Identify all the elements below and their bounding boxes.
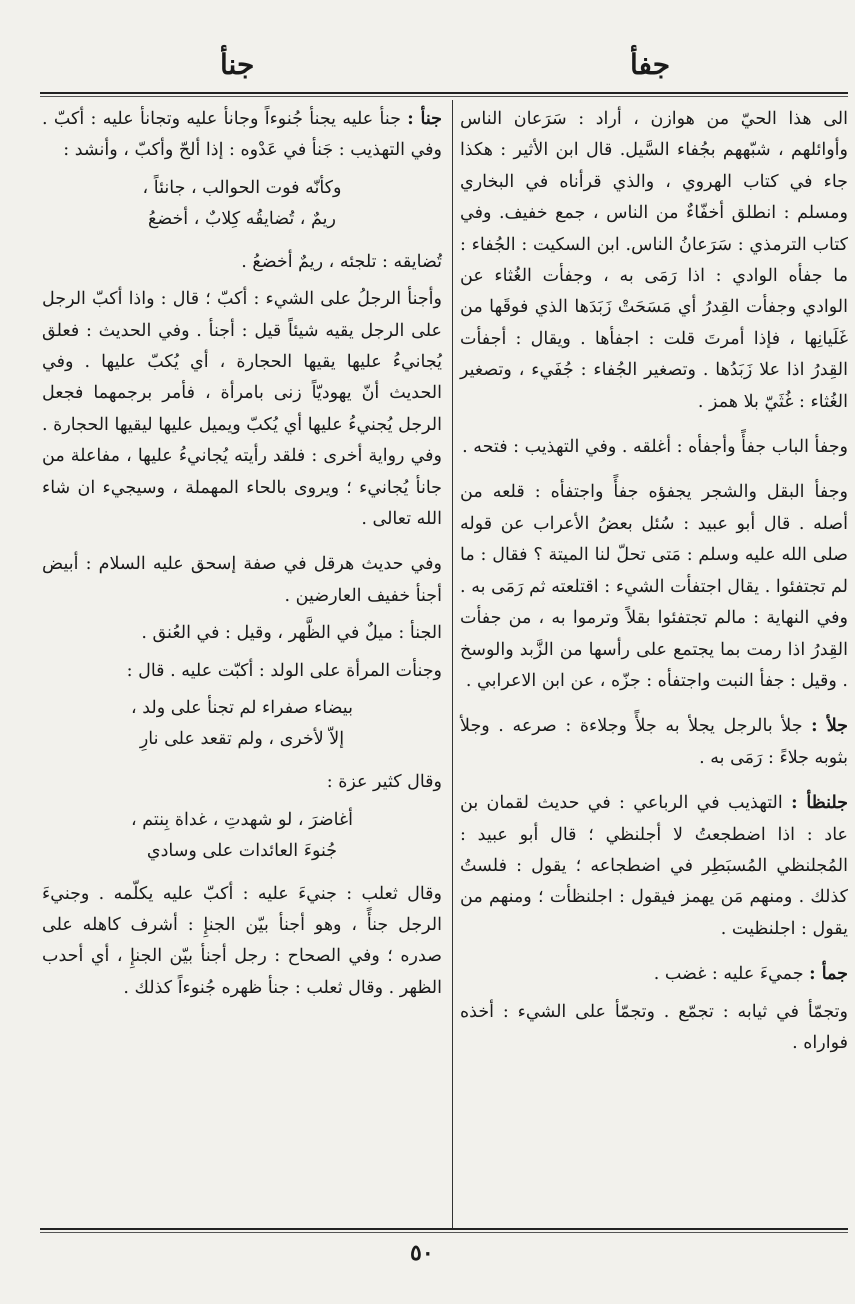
bottom-rule-thin [40, 1232, 848, 1233]
entry-paragraph: وجفأ البقل والشجر يجفؤه جفأً واجتفأه : قلعه من أصله . قال أبو عبيد : سُئل بعضُ الأعراب عن قوله صلى الله عليه وسلم : مَتى تحلّ لنا الميتة ؟ فقال : ما لم تجتفئوا . يقال اجتفأت الشيء : اقتلعته ثم رَمَى به . وفي النهاية : مالم تجتفئوا بقلاً وترموا به ، من جفأت القِدرُ اذا رمت بما يجتمع على رأسها من الزَّبد والوسخ . وقيل : جفأ النبت واجتفأه : جزّه ، عن ابن الاعرابي . [460, 482, 848, 691]
entry-jana: جنأ : جنأ عليه يجنأ جُنوءاً وجانأ عليه وتجانأ عليه : أكبّ . وفي التهذيب : جَنأ في عَدْوه : إذا ألحّ وأكبّ ، وأنشد : [42, 109, 442, 161]
bottom-rule [40, 1228, 848, 1230]
entry-jala: جلأ : جلأ بالرجل يجلأ به جلأً وجلاءة : صرعه . وجلأ بثوبه جلاءً : رَمَى به . [460, 716, 848, 768]
entry-paragraph: وأجنأ الرجلُ على الشيء : أكبّ ؛ قال : واذا أكبّ الرجل على الرجل يقيه شيئاً قيل : أجنأ . وفي الحديث : فعلق يُجانيءُ عليها يقيها الحجارة ، أي يُكبّ عليها . وفي الحديث أنّ يهوديّاً زنى بامرأة ، فأمر برجمهما فجعل الرجل يُجنيءُ عليها أي يُكبّ ويميل عليها ليقيها الحجارة . وفي رواية أخرى : فلقد رأيته يُجانيءُ عليها ، مفاعلة من جانأ يُجانيء ؛ ويروى بالحاء المهملة ، وسيجيء ان شاء الله تعالى . [42, 289, 442, 530]
entry-paragraph: وتجمّأ في ثيابه : تجمّع . وتجمّأ على الشيء : أخذه فواراه . [460, 1001, 848, 1053]
entry-jama: جمأ : جميءَ عليه : غضب . [653, 964, 848, 985]
headword: جلأ : [811, 716, 848, 737]
verse-line: بيضاء صفراء لم تجنأ على ولد ، [131, 698, 353, 719]
top-rule-thin [40, 96, 848, 97]
right-column [460, 104, 848, 1073]
verse-line: وكأنّه فوت الحوالب ، جانئاً ، [142, 177, 342, 198]
page-number: ٥٠ [410, 1240, 434, 1266]
verse-line: أغاضرَ ، لو شهدتِ ، غداة بِنتم ، [131, 809, 353, 830]
entry-paragraph: وجفأ الباب جفأً وأجفأه : أغلقه . وفي التهذيب : فتحه . [462, 437, 848, 458]
verse [42, 693, 442, 755]
entry-paragraph: وجنأت المرأة على الولد : أكبّت عليه . قال : [126, 660, 442, 681]
verse-line: جُنوءَ العائدات على وسادي [146, 840, 338, 861]
running-head-left: جنأ [220, 48, 255, 81]
top-rule [40, 92, 848, 94]
entry-paragraph: وفي حديث هرقل في صفة إسحق عليه السلام : أبيض أجنأ خفيف العارضين . [42, 554, 442, 606]
entry-paragraph: وقال ثعلب : جنيءَ عليه : أكبّ عليه يكلّمه . وجنيءَ الرجل جنأً ، وهو أجنأ بيّن الجنإِ : أشرف كاهله على صدره ؛ وفي الصحاح : رجل أجنأ بيّن الجنإِ ، أي أحدب الظهر . وقال ثعلب : جنأ ظهره جُنوءاً كذلك . [42, 883, 442, 998]
entry-jalanza: جلنظأ : التهذيب في الرباعي : في حديث لقمان بن عاد : اذا اضطجعتُ لا أجلنظي ؛ قال أبو عبيد : المُجلنظي المُسبَطِر في اضطجاعه ؛ يقول : فلستُ كذلك . ومنهم مَن يهمز فيقول : اجلنظأت ؛ ومنهم من يقول : اجلنظيت . [460, 793, 848, 939]
verse-line: ريمٌ ، تُضايقُه كِلابٌ ، أخضعُ [148, 208, 336, 229]
entry-paragraph: وقال كثير عزة : [326, 772, 442, 793]
entry-paragraph: تُضايقه : تلجئه ، ريمٌ أخضعُ . [241, 251, 442, 272]
entry-paragraph: الجنأ : ميلٌ في الظَّهر ، وقيل : في العُنق . [141, 623, 442, 644]
left-column [42, 104, 442, 1018]
headword: جمأ : [809, 964, 848, 985]
verse-line: إلاّ لأخرى ، ولم تقعد على نارِ [139, 729, 345, 750]
headword: جلنظأ : [791, 793, 848, 814]
running-head-right: جفأ [630, 48, 671, 81]
entry-paragraph: الى هذا الحيّ من هوازن ، أراد : سَرَعان الناس وأوائلهم ، شبّههم بجُفاء السَّيل. قال ابن الأثير : هكذا جاء في كتاب الهروي ، والذي قرأناه في البخاري ومسلم : انطلق أخفّاءٌ من الناس ، جمع خفيف. وفي كتاب الترمذي : سَرَعانُ الناس. ابن السكيت : الجُفاء : ما جفأه الوادي : اذا رَمَى به ، وجفأت الغُثاء عن الوادي وجفأت القِدرُ أي مَسَحَتْ زَبَدَها الذي فوقَها من غَلَيانِها ، فإذا أمرتَ قلت : اجفأها . ويقال : أجفأت القِدرُ اذا علا زَبَدُها . وتصغير الجُفاء : جُفَيء ، وتصغير الغُثاء : غُثَيّ بلا همز . [460, 109, 848, 412]
verse [42, 173, 442, 235]
column-separator [452, 100, 453, 1230]
verse [42, 805, 442, 867]
headword: جنأ : [407, 109, 442, 129]
